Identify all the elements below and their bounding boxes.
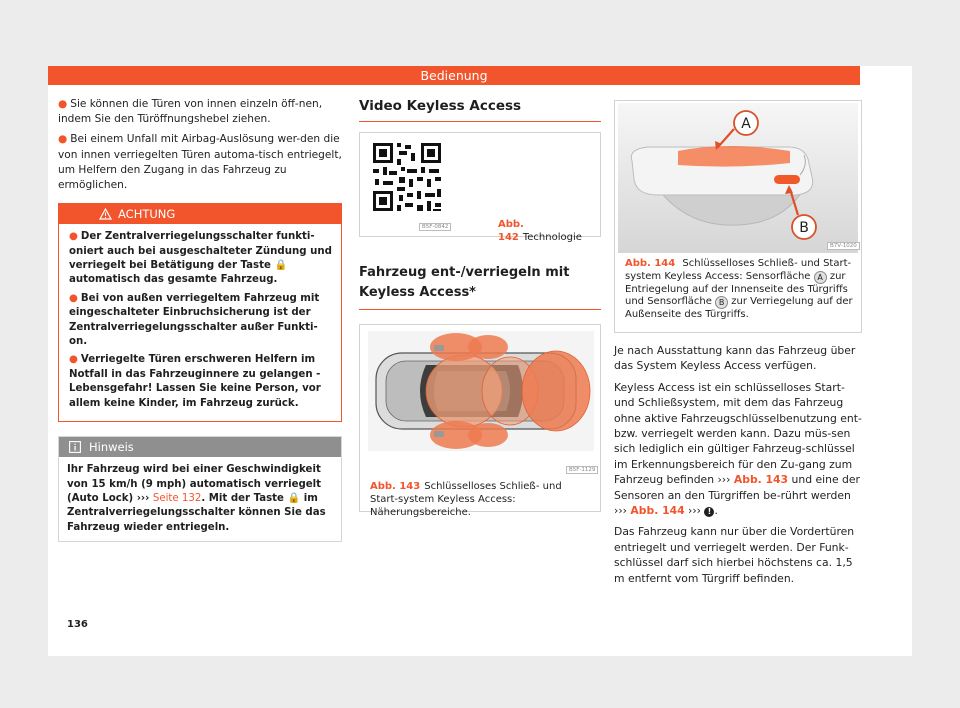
marker-b-icon: B [715,296,728,309]
bullet-icon: ● [69,231,78,243]
list-item: ● Bei einem Unfall mit Airbag-Auslösung wer-den die von innen verriegelten Türen automa-tisch entriegelt, um Helfern den Zugang in das Fahrzeug zu ermöglichen. [58,133,342,192]
page-link[interactable]: Seite 132 [152,492,202,504]
svg-text:A: A [741,116,751,132]
figure-label: Abb. 144 [625,258,676,269]
hint-box [58,436,342,542]
info-icon [69,441,81,453]
warning-header [59,204,341,224]
car-proximity-image [368,331,594,451]
hint-body: Ihr Fahrzeug wird bei einer Geschwindigkeit von 15 km/h (9 mph) automatisch verriegelt (Auto Lock) ››› Seite 132. Mit der Taste 🔒 im Zentralverriegelungsschalter können Sie das Fahrzeug wieder entriegeln. [67,464,326,533]
warning-item: ● Der Zentralverriegelungsschalter funkti-oniert auch bei ausgeschalteter Zündung und verriegelt bei Betätigung der Taste 🔒 automatisch das gesamte Fahrzeug. [69,231,332,286]
warning-body [59,224,341,421]
qr-code-image [369,139,445,225]
door-handle-image [618,103,858,253]
section-title: Fahrzeug ent-/verriegeln mit Keyless Access* [359,263,601,310]
figure-code-tag: B7V-1020 [827,242,860,250]
bullet-icon: ● [69,354,78,366]
figure-label: Abb. 142 [498,219,524,243]
figure-link[interactable]: Abb. 143 [733,473,789,487]
column-right [614,100,862,592]
bullet-icon: ● [58,98,68,110]
column-left [58,97,342,542]
page-header: Bedienung [48,66,860,85]
warning-box [58,203,342,422]
figure-label: Abb. 143 [370,481,421,492]
paragraph: Keyless Access ist ein schlüsselloses Start- und Schließsystem, mit dem das Fahrzeug ohne aktive Fahrzeugschlüsselbenutzung ent- bzw. verriegelt werden kann. Dazu müs-sen sich lediglich ein gültiger Fahrzeug-schlüssel im Erkennungsbereich für den Zu-gang zum Fahrzeug befinden ››› Abb. 143 und eine der Sensoren an den Türgriffen be-rührt werden ››› Abb. 144 ››› ! . [614,380,862,518]
hint-header [59,437,341,457]
marker-a-icon: A [814,271,827,284]
bullet-icon: ● [69,292,78,304]
figure-code-tag: B5F-0842 [419,223,451,231]
figure-143 [359,324,601,518]
warning-item: ● Verriegelte Türen erschweren Helfern im Notfall in das Fahrzeuginnere zu gelangen - Lebensgefahr! Lassen Sie keine Person, vor allem keine Kinder, im Fahrzeug zurück. [69,354,321,409]
figure-caption: Abb. 143 Schlüsselloses Schließ- und Start-system Keyless Access: Näherungsbereiche. [370,481,562,518]
column-middle [359,97,601,518]
figure-caption: Abb. 144 Schlüsselloses Schließ- und Start-system Keyless Access: Sensorfläche A zur Entriegelung auf der Innenseite des Türgriffs und Sensorfläche B zur Verriegelung auf der Außenseite des Türgriffs. [625,258,853,321]
bullet-icon: ● [58,133,68,146]
warning-triangle-icon [99,208,112,220]
body-text [614,343,862,586]
figure-144 [614,100,862,333]
svg-text:B: B [799,220,809,236]
figure-caption: Abb. 142 Technologie [498,219,582,243]
list-item: ● Sie können die Türen von innen einzeln öff-nen, indem Sie den Türöffnungshebel ziehen. [58,98,323,126]
paragraph: Das Fahrzeug kann nur über die Vordertüren entriegelt und verriegelt werden. Der Funk-schlüssel darf sich hierbei höchstens ca. 1,5 m entfernt vom Türgriff befinden. [614,525,855,585]
figure-link[interactable]: Abb. 144 [630,504,685,518]
video-section-title: Video Keyless Access [359,97,601,122]
page-number: 136 [67,619,88,630]
warning-title: ACHTUNG [118,207,176,222]
figure-code-tag: B5F-1129 [566,466,598,474]
paragraph: Je nach Ausstattung kann das Fahrzeug über das System Keyless Access verfügen. [614,344,856,373]
warning-exclamation-icon[interactable]: ! [704,507,714,517]
figure-142 [359,132,601,243]
hint-title: Hinweis [89,440,134,455]
warning-item: ● Bei von außen verriegeltem Fahrzeug mit eingeschalteter Einbruchsicherung ist der Zentralverriegelungsschalter außer Funkti-on. [69,292,320,348]
